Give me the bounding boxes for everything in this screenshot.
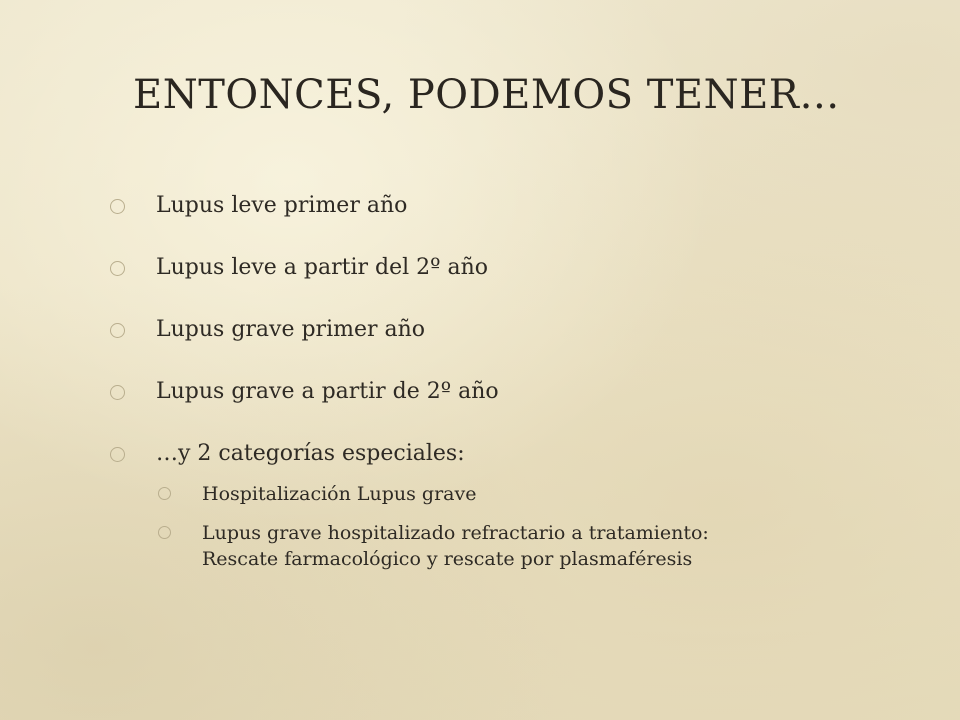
hollow-circle-bullet-icon	[110, 199, 125, 214]
hollow-circle-bullet-icon	[110, 447, 125, 462]
list-item-text: Lupus grave a partir de 2º año	[156, 379, 499, 404]
hollow-circle-bullet-icon	[110, 323, 125, 338]
list-item-text: Lupus grave primer año	[156, 317, 426, 342]
list-item-text: Lupus leve a partir del 2º año	[156, 255, 489, 280]
sub-list-item-text: Hospitalización Lupus grave	[202, 483, 477, 505]
hollow-circle-bullet-icon	[110, 385, 125, 400]
sub-list-item-text: Rescate farmacológico y rescate por plasmaféresis	[202, 548, 693, 570]
hollow-circle-bullet-icon	[110, 261, 125, 276]
sub-list-item-text: Lupus grave hospitalizado refractario a tratamiento:	[202, 522, 709, 544]
list-item-text: …y 2 categorías especiales:	[156, 441, 465, 466]
list-item-text: Lupus leve primer año	[156, 193, 408, 218]
slide-title: ENTONCES, PODEMOS TENER…	[133, 72, 840, 118]
hollow-circle-bullet-icon	[158, 487, 171, 500]
hollow-circle-bullet-icon	[158, 526, 171, 539]
